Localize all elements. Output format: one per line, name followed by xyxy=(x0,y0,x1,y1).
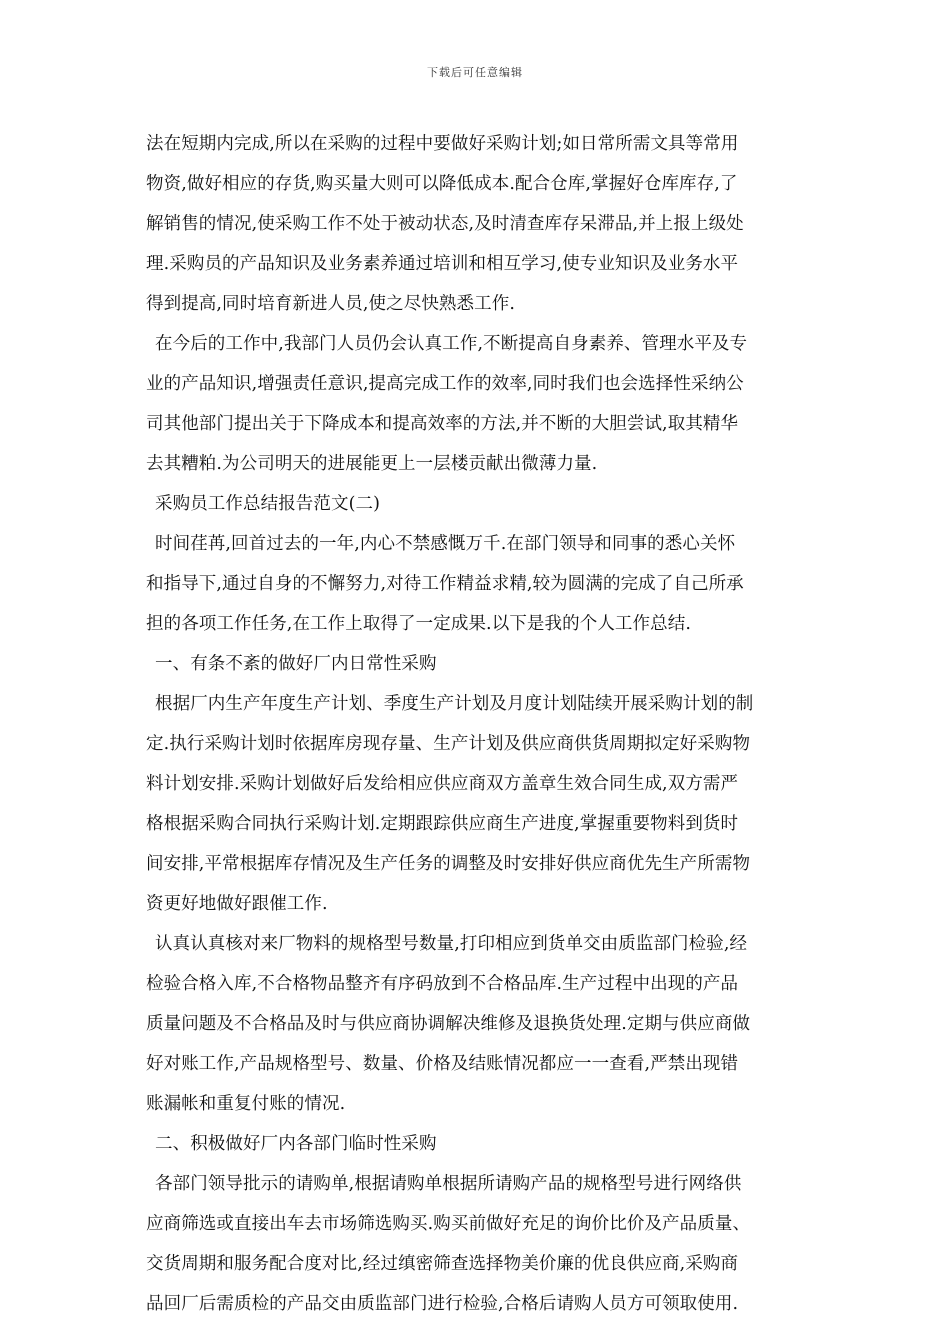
paragraph-start-line: 认真认真核对来厂物料的规格型号数量,打印相应到货单交由质监部门检验,经 xyxy=(155,934,748,954)
body-line: 解销售的情况,使采购工作不处于被动状态,及时清查库存呆滞品,并上报上级处 xyxy=(146,214,744,234)
section-heading: 二、积极做好厂内各部门临时性采购 xyxy=(155,1134,437,1154)
body-line: 好对账工作,产品规格型号、数量、价格及结账情况都应一一查看,严禁出现错 xyxy=(146,1054,739,1074)
document-body xyxy=(146,124,811,1324)
body-line: 法在短期内完成,所以在采购的过程中要做好采购计划;如日常所需文具等常用 xyxy=(146,134,739,154)
body-line: 账漏帐和重复付账的情况. xyxy=(146,1094,346,1114)
body-line: 检验合格入库,不合格物品整齐有序码放到不合格品库.生产过程中出现的产品 xyxy=(146,974,739,994)
paragraph-start-line: 根据厂内生产年度生产计划、季度生产计划及月度计划陆续开展采购计划的制 xyxy=(155,694,754,714)
page-header-note: 下载后可任意编辑 xyxy=(427,66,523,79)
body-line: 业的产品知识,增强责任意识,提高完成工作的效率,同时我们也会选择性采纳公 xyxy=(146,374,744,394)
body-line: 应商筛选或直接出车去市场筛选购买.购买前做好充足的询价比价及产品质量、 xyxy=(146,1214,751,1234)
body-line: 质量问题及不合格品及时与供应商协调解决维修及退换货处理.定期与供应商做 xyxy=(146,1014,751,1034)
body-line: 去其糟粕.为公司明天的进展能更上一层楼贡献出微薄力量. xyxy=(146,454,598,474)
body-line: 理.采购员的产品知识及业务素养通过培训和相互学习,使专业知识及业务水平 xyxy=(146,254,739,274)
body-line: 物资,做好相应的存货,购买量大则可以降低成本.配合仓库,掌握好仓库库存,了 xyxy=(146,174,738,194)
body-line: 资更好地做好跟催工作. xyxy=(146,894,328,914)
body-line: 司其他部门提出关于下降成本和提高效率的方法,并不断的大胆尝试,取其精华 xyxy=(146,414,739,434)
paragraph-start-line: 时间荏苒,回首过去的一年,内心不禁感慨万千.在部门领导和同事的悉心关怀 xyxy=(155,534,736,554)
paragraph-start-line: 在今后的工作中,我部门人员仍会认真工作,不断提高自身素养、管理水平及专 xyxy=(155,334,748,354)
body-line: 交货周期和服务配合度对比,经过缜密筛查选择物美价廉的优良供应商,采购商 xyxy=(146,1254,739,1274)
body-line: 料计划安排.采购计划做好后发给相应供应商双方盖章生效合同生成,双方需严 xyxy=(146,774,739,794)
body-line: 品回厂后需质检的产品交由质监部门进行检验,合格后请购人员方可领取使用. xyxy=(146,1294,739,1314)
body-line: 得到提高,同时培育新进人员,使之尽快熟悉工作. xyxy=(146,294,515,314)
paragraph-start-line: 各部门领导批示的请购单,根据请购单根据所请购产品的规格型号进行网络供 xyxy=(155,1174,742,1194)
body-line: 格根据采购合同执行采购计划.定期跟踪供应商生产进度,掌握重要物料到货时 xyxy=(146,814,739,834)
body-line: 和指导下,通过自身的不懈努力,对待工作精益求精,较为圆满的完成了自己所承 xyxy=(146,574,744,594)
section-title: 采购员工作总结报告范文(二) xyxy=(155,494,381,514)
body-line: 定.执行采购计划时依据库房现存量、生产计划及供应商供货周期拟定好采购物 xyxy=(146,734,751,754)
body-line: 间安排,平常根据库存情况及生产任务的调整及时安排好供应商优先生产所需物 xyxy=(146,854,751,874)
body-line: 担的各项工作任务,在工作上取得了一定成果.以下是我的个人工作总结. xyxy=(146,614,691,634)
section-heading: 一、有条不紊的做好厂内日常性采购 xyxy=(155,654,437,674)
